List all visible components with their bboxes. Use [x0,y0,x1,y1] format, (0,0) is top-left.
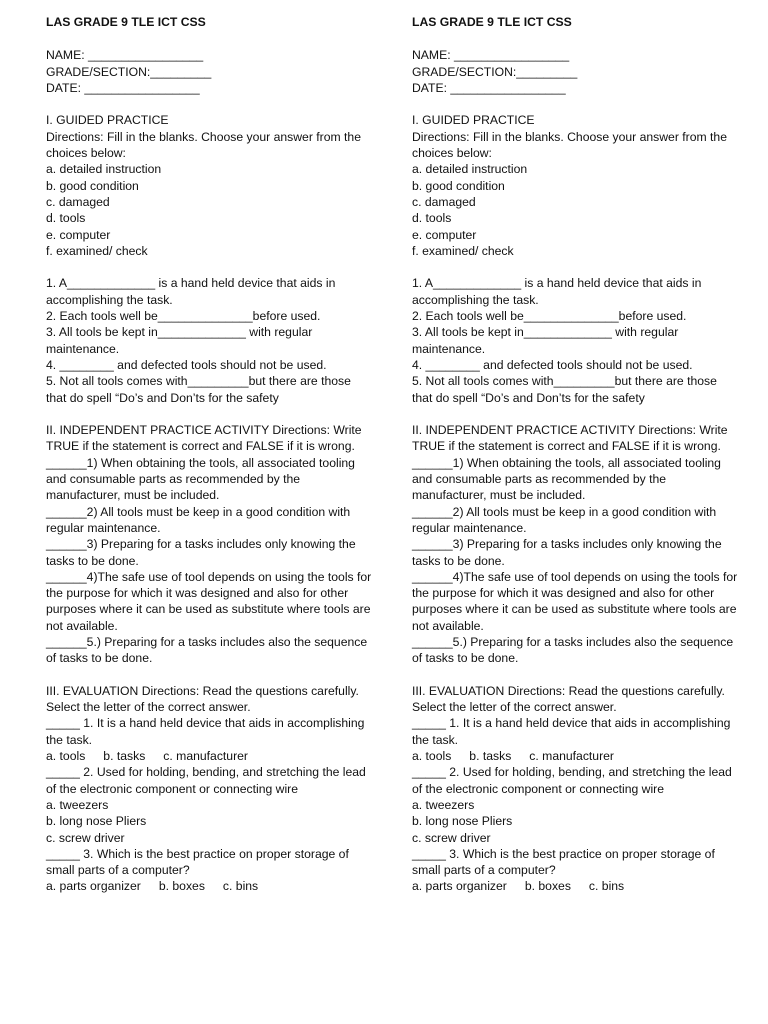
choice-item: e. computer [46,227,111,242]
question-item: _____ 1. It is a hand held device that aids in accomplishing the task. [46,716,365,747]
option: b. boxes [524,879,571,894]
independent-heading: II. INDEPENDENT PRACTICE ACTIVITY Directions: Write TRUE if the statement is correct and FALSE if it is wrong. [412,423,728,454]
option: c. manufacturer [529,749,614,764]
choice-item: b. good condition [412,178,505,193]
date-field: DATE: _________________ [46,80,200,95]
option: b. boxes [158,879,205,894]
fill-blank-item: 5. Not all tools comes with_________but there are those that do spell “Do’s and Don’ts for the safety [46,374,351,405]
question-item: _____ 2. Used for holding, bending, and stretching the lead of the electronic component or connecting wire [46,765,366,796]
true-false-item: ______4)The safe use of tool depends on using the tools for the purpose for which it was designed and also for other purposes where it can be used as substitute where tools are not available. [46,569,372,633]
choice-item: e. computer [412,227,477,242]
choice-item: c. damaged [46,194,110,209]
option: c. screw driver [412,830,491,845]
question-item: _____ 2. Used for holding, bending, and stretching the lead of the electronic component or connecting wire [412,765,732,796]
fill-blank-item: 4. ________ and defected tools should not be used. [412,357,693,372]
option: b. tasks [103,749,146,764]
guided-directions: Directions: Fill in the blanks. Choose your answer from the choices below: [46,129,361,161]
fill-blank-item: 5. Not all tools comes with_________but there are those that do spell “Do’s and Don’ts for the safety [412,374,717,405]
option: a. tweezers [412,797,475,812]
fill-blank-item: 4. ________ and defected tools should not be used. [46,357,327,372]
fill-blank-item: 3. All tools be kept in_____________ with regular maintenance. [412,325,679,356]
option: b. tasks [469,749,512,764]
evaluation-heading: III. EVALUATION Directions: Read the questions carefully. Select the letter of the correct answer. [412,683,725,715]
option: c. screw driver [46,830,125,845]
option: c. bins [588,879,625,894]
option: b. long nose Pliers [412,814,513,829]
true-false-item: ______2) All tools must be keep in a good condition with regular maintenance. [46,504,351,535]
choice-item: c. damaged [412,194,476,209]
worksheet-title: LAS GRADE 9 TLE ICT CSS [412,15,572,29]
question-item: _____ 3. Which is the best practice on proper storage of small parts of a computer? [46,846,349,878]
question-options [46,878,372,894]
option: a. parts organizer [46,879,141,894]
guided-heading: I. GUIDED PRACTICE [412,113,535,128]
question-options [412,878,738,894]
evaluation-heading: III. EVALUATION Directions: Read the questions carefully. Select the letter of the correct answer. [46,683,359,715]
true-false-item: ______3) Preparing for a tasks includes only knowing the tasks to be done. [412,537,722,568]
guided-heading: I. GUIDED PRACTICE [46,113,169,128]
independent-heading: II. INDEPENDENT PRACTICE ACTIVITY Directions: Write TRUE if the statement is correct and FALSE if it is wrong. [46,423,362,454]
choice-item: f. examined/ check [412,243,514,258]
choice-item: b. good condition [46,178,139,193]
option: a. tools [412,749,452,764]
grade-section-field: GRADE/SECTION:_________ [412,64,578,79]
true-false-item: ______2) All tools must be keep in a good condition with regular maintenance. [412,504,717,535]
name-field: NAME: _________________ [412,48,570,63]
question-options [412,748,738,764]
option: b. long nose Pliers [46,814,147,829]
true-false-item: ______5.) Preparing for a tasks includes also the sequence of tasks to be done. [46,634,368,666]
worksheet-title: LAS GRADE 9 TLE ICT CSS [46,15,206,29]
guided-directions: Directions: Fill in the blanks. Choose your answer from the choices below: [412,129,727,161]
choice-item: f. examined/ check [46,243,148,258]
option: a. tools [46,749,86,764]
true-false-item: ______1) When obtaining the tools, all associated tooling and consumable parts as recommended by the manufacturer, must be included. [46,455,355,503]
true-false-item: ______4)The safe use of tool depends on using the tools for the purpose for which it was designed and also for other purposes where it can be used as substitute where tools are not available. [412,569,738,633]
fill-blank-item: 2. Each tools well be______________before used. [412,309,687,324]
option: c. bins [222,879,259,894]
true-false-item: ______3) Preparing for a tasks includes only knowing the tasks to be done. [46,537,356,568]
question-item: _____ 1. It is a hand held device that aids in accomplishing the task. [412,716,731,747]
fill-blank-item: 3. All tools be kept in_____________ with regular maintenance. [46,325,313,356]
option: c. manufacturer [163,749,248,764]
grade-section-field: GRADE/SECTION:_________ [46,64,212,79]
fill-blank-item: 2. Each tools well be______________before used. [46,309,321,324]
choice-item: a. detailed instruction [412,162,528,177]
true-false-item: ______1) When obtaining the tools, all associated tooling and consumable parts as recommended by the manufacturer, must be included. [412,455,721,503]
true-false-item: ______5.) Preparing for a tasks includes also the sequence of tasks to be done. [412,634,734,666]
choice-item: d. tools [412,211,452,226]
choice-item: a. detailed instruction [46,162,162,177]
name-field: NAME: _________________ [46,48,204,63]
worksheet-left [46,14,372,895]
worksheet-right [412,14,738,895]
question-item: _____ 3. Which is the best practice on proper storage of small parts of a computer? [412,846,715,878]
choice-item: d. tools [46,211,86,226]
question-options [46,748,372,764]
fill-blank-item: 1. A_____________ is a hand held device that aids in accomplishing the task. [46,276,336,307]
option: a. parts organizer [412,879,507,894]
option: a. tweezers [46,797,109,812]
date-field: DATE: _________________ [412,80,566,95]
fill-blank-item: 1. A_____________ is a hand held device that aids in accomplishing the task. [412,276,702,307]
